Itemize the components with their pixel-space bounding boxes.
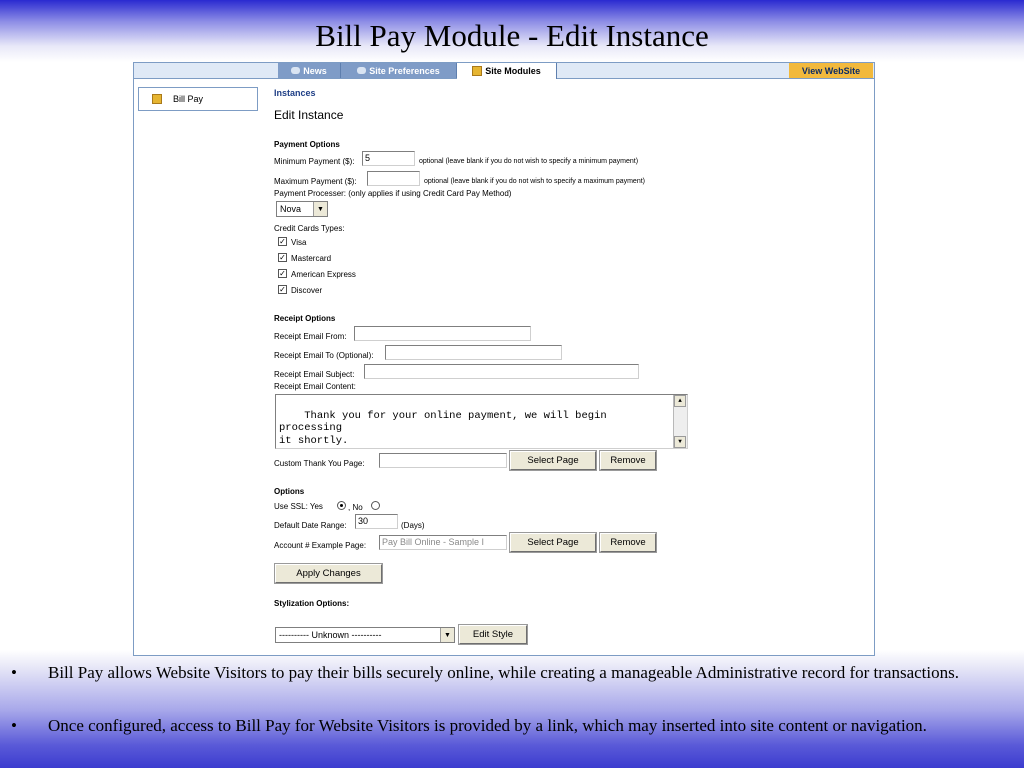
thankyou-remove-button[interactable]: Remove (600, 451, 656, 470)
preferences-icon (357, 67, 366, 74)
slide-title: Bill Pay Module - Edit Instance (315, 18, 709, 53)
amex-checkbox[interactable]: ✓ (279, 269, 286, 278)
sidebar-item-bill-pay[interactable] (138, 87, 258, 111)
edit-style-button[interactable]: Edit Style (459, 625, 527, 644)
discover-label: Discover (291, 286, 323, 295)
account-page-label: Account # Example Page: (274, 541, 367, 550)
tab-site-modules[interactable] (457, 63, 557, 79)
mastercard-label: Mastercard (291, 254, 332, 263)
processor-value: Nova (280, 204, 302, 214)
receipt-to-label: Receipt Email To (Optional): (274, 351, 374, 360)
options-heading: Options (274, 487, 305, 496)
bullet-dot: • (11, 716, 17, 735)
textarea-scrollbar[interactable] (673, 395, 687, 448)
ssl-no-label: , No (348, 503, 363, 512)
chevron-down-icon: ▼ (313, 202, 327, 216)
discover-checkbox[interactable]: ✓ (279, 285, 286, 294)
style-select-value: ---------- Unknown ---------- (279, 630, 382, 640)
module-cube-icon (152, 94, 162, 104)
news-icon (291, 67, 300, 74)
date-range-input[interactable]: 30 (355, 514, 398, 529)
bullet-dot: • (11, 663, 17, 682)
account-page-input[interactable]: Pay Bill Online - Sample I (379, 535, 507, 550)
admin-window (133, 62, 875, 656)
amex-label: American Express (291, 270, 356, 279)
date-range-label: Default Date Range: (274, 521, 347, 530)
view-website-link[interactable]: View WebSite (789, 63, 873, 78)
max-payment-hint: optional (leave blank if you do not wish to specify a maximum payment) (424, 178, 645, 185)
processor-label: Payment Processer: (only applies if using Credit Card Pay Method) (274, 189, 512, 198)
sidebar-item-label: Bill Pay (173, 94, 204, 104)
mastercard-checkbox[interactable]: ✓ (279, 253, 286, 262)
thankyou-select-page-button[interactable]: Select Page (510, 451, 596, 470)
processor-select[interactable] (276, 201, 328, 217)
date-range-unit: (Days) (401, 521, 425, 530)
style-select[interactable] (275, 627, 455, 643)
ssl-yes-radio[interactable] (337, 501, 346, 510)
receipt-content-label: Receipt Email Content: (274, 382, 356, 391)
min-payment-input[interactable]: 5 (362, 151, 415, 166)
tab-label: News (303, 65, 327, 76)
scroll-down-icon[interactable]: ▼ (674, 436, 686, 448)
page-heading: Edit Instance (274, 108, 344, 122)
ssl-no-radio[interactable] (371, 501, 380, 510)
receipt-content-text: Thank you for your online payment, we will begin processing it shortly. (279, 409, 607, 447)
receipt-from-label: Receipt Email From: (274, 332, 347, 341)
visa-label: Visa (291, 238, 307, 247)
payment-options-heading: Payment Options (274, 140, 340, 149)
tab-label: Site Preferences (369, 65, 440, 76)
bullet-text: Bill Pay allows Website Visitors to pay their bills securely online, while creating a manageable Administrative record for transactions. (48, 663, 959, 682)
account-remove-button[interactable]: Remove (600, 533, 656, 552)
thankyou-page-label: Custom Thank You Page: (274, 459, 365, 468)
account-select-page-button[interactable]: Select Page (510, 533, 596, 552)
receipt-options-heading: Receipt Options (274, 314, 336, 323)
scroll-up-icon[interactable]: ▲ (674, 395, 686, 407)
receipt-subject-input[interactable] (364, 364, 639, 379)
top-navigation (134, 63, 874, 79)
receipt-from-input[interactable] (354, 326, 531, 341)
tab-news[interactable] (278, 63, 341, 78)
max-payment-label: Maximum Payment ($): (274, 177, 357, 186)
receipt-subject-label: Receipt Email Subject: (274, 370, 355, 379)
max-payment-input[interactable] (367, 171, 420, 186)
chevron-down-icon: ▼ (440, 628, 454, 642)
stylization-heading: Stylization Options: (274, 599, 350, 608)
breadcrumb-instances[interactable]: Instances (274, 88, 316, 98)
tab-site-preferences[interactable] (341, 63, 457, 78)
ssl-label: Use SSL: Yes (274, 502, 323, 511)
receipt-to-input[interactable] (385, 345, 562, 360)
card-types-label: Credit Cards Types: (274, 224, 345, 233)
receipt-content-textarea[interactable] (275, 394, 688, 449)
apply-changes-button[interactable]: Apply Changes (275, 564, 382, 583)
module-cube-icon (472, 66, 482, 76)
min-payment-label: Minimum Payment ($): (274, 157, 355, 166)
bullet-text: Once configured, access to Bill Pay for Website Visitors is provided by a link, which may inserted into site content or navigation. (48, 716, 927, 735)
thankyou-page-input[interactable] (379, 453, 507, 468)
visa-checkbox[interactable]: ✓ (279, 237, 286, 246)
min-payment-hint: optional (leave blank if you do not wish to specify a minimum payment) (419, 158, 639, 165)
tab-label: Site Modules (485, 66, 541, 76)
